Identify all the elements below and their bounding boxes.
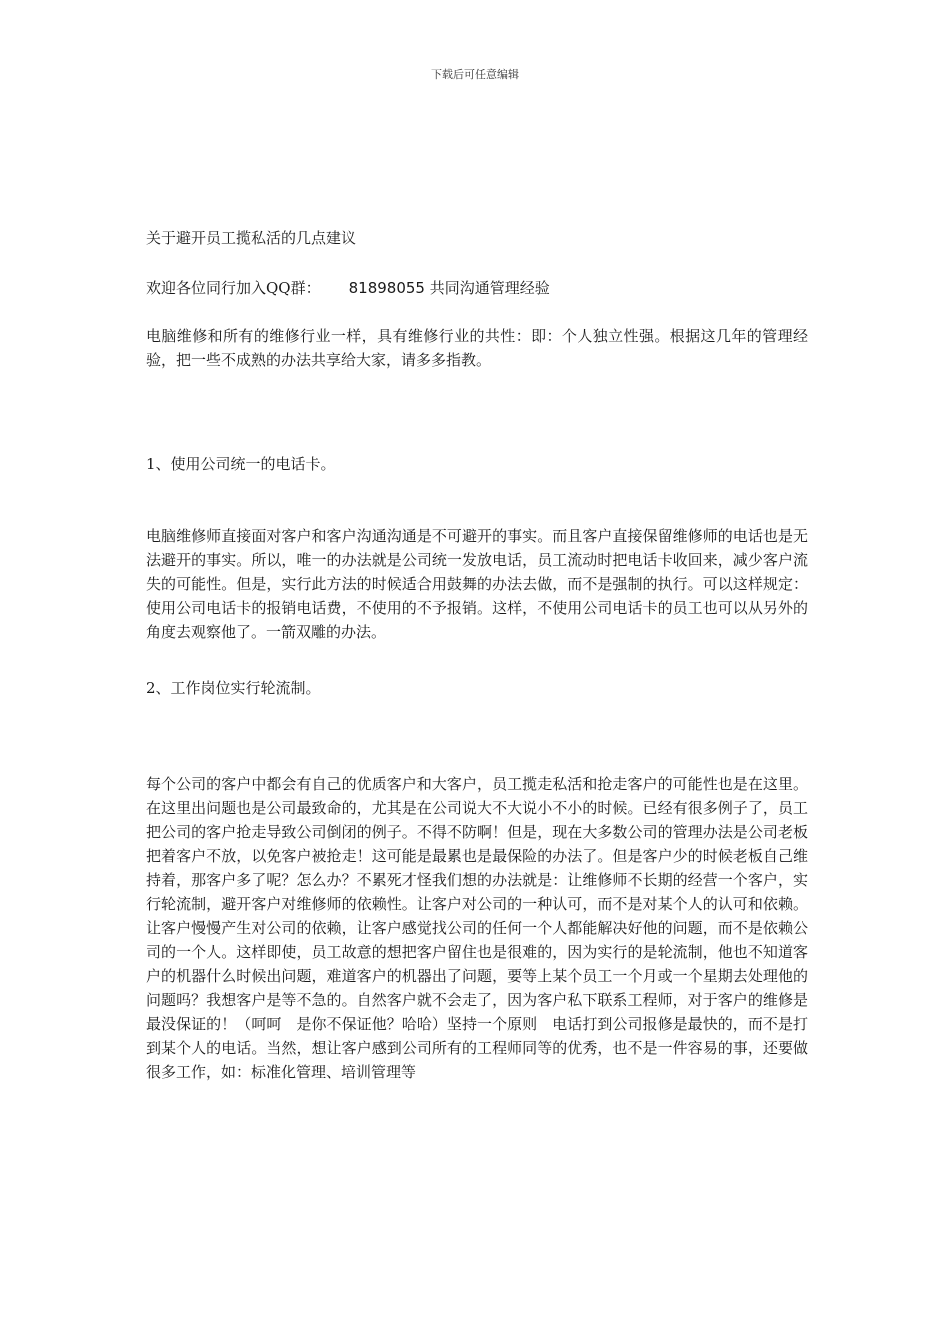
section-2-paragraph — [146, 772, 808, 1084]
qq-number: 81898055 — [348, 279, 425, 297]
document-title: 关于避开员工揽私活的几点建议 — [146, 229, 357, 247]
section-1-heading: 1、使用公司统一的电话卡。 — [146, 455, 336, 473]
intro-paragraph — [146, 324, 808, 372]
section-2-heading: 2、工作岗位实行轮流制。 — [146, 679, 321, 697]
section-1-text: 电脑维修师直接面对客户和客户沟通沟通是不可避开的事实。而且客户直接保留维修师的电话也是无法避开的事实。所以，唯一的办法就是公司统一发放电话，员工流动时把电话卡收回来，减少客户流失的可能性。但是，实行此方法的时候适合用鼓舞的办法去做，而不是强制的执行。可以这样规定：使用公司电话卡的报销电话费，不使用的不予报销。这样，不使用公司电话卡的员工也可以从另外的角度去观察他了。一箭双雕的办法。 — [146, 527, 808, 641]
intro-text: 电脑维修和所有的维修行业一样，具有维修行业的共性：即：个人独立性强。根据这几年的管理经验，把一些不成熟的办法共享给大家，请多多指教。 — [146, 327, 808, 369]
section-2-text: 每个公司的客户中都会有自己的优质客户和大客户，员工揽走私活和抢走客户的可能性也是在这里。在这里出问题也是公司最致命的，尤其是在公司说大不大说小不小的时候。已经有很多例子了，员工把公司的客户抢走导致公司倒闭的例子。不得不防啊！但是，现在大多数公司的管理办法是公司老板把着客户不放，以免客户被抢走！这可能是最累也是最保险的办法了。但是客户少的时候老板自己维持着，那客户多了呢？怎么办？不累死才怪我们想的办法就是：让维修师不长期的经营一个客户，实行轮流制，避开客户对维修师的依赖性。让客户对公司的一种认可，而不是对某个人的认可和依赖。让客户慢慢产生对公司的依赖，让客户感觉找公司的任何一个人都能解决好他的问题，而不是依赖公司的一个人。这样即使，员工故意的想把客户留住也是很难的，因为实行的是轮流制，他也不知道客户的机器什么时候出问题，难道客户的机器出了问题，要等上某个员工一个月或一个星期去处理他的问题吗？我想客户是等不急的。自然客户就不会走了，因为客户私下联系工程师，对于客户的维修是最没保证的！（呵呵 是你不保证他？哈哈）坚持一个原则 电话打到公司报修是最快的，而不是打到某个人的电话。当然，想让客户感到公司所有的工程师同等的优秀，也不是一件容易的事，还要做很多工作，如：标准化管理、培训管理等 — [146, 775, 808, 1081]
page-header-note: 下载后可任意编辑 — [431, 68, 519, 81]
qq-group-line — [146, 276, 550, 300]
qq-suffix: 共同沟通管理经验 — [429, 279, 550, 297]
section-1-paragraph — [146, 524, 808, 644]
qq-prefix: 欢迎各位同行加入QQ群： — [146, 279, 321, 297]
